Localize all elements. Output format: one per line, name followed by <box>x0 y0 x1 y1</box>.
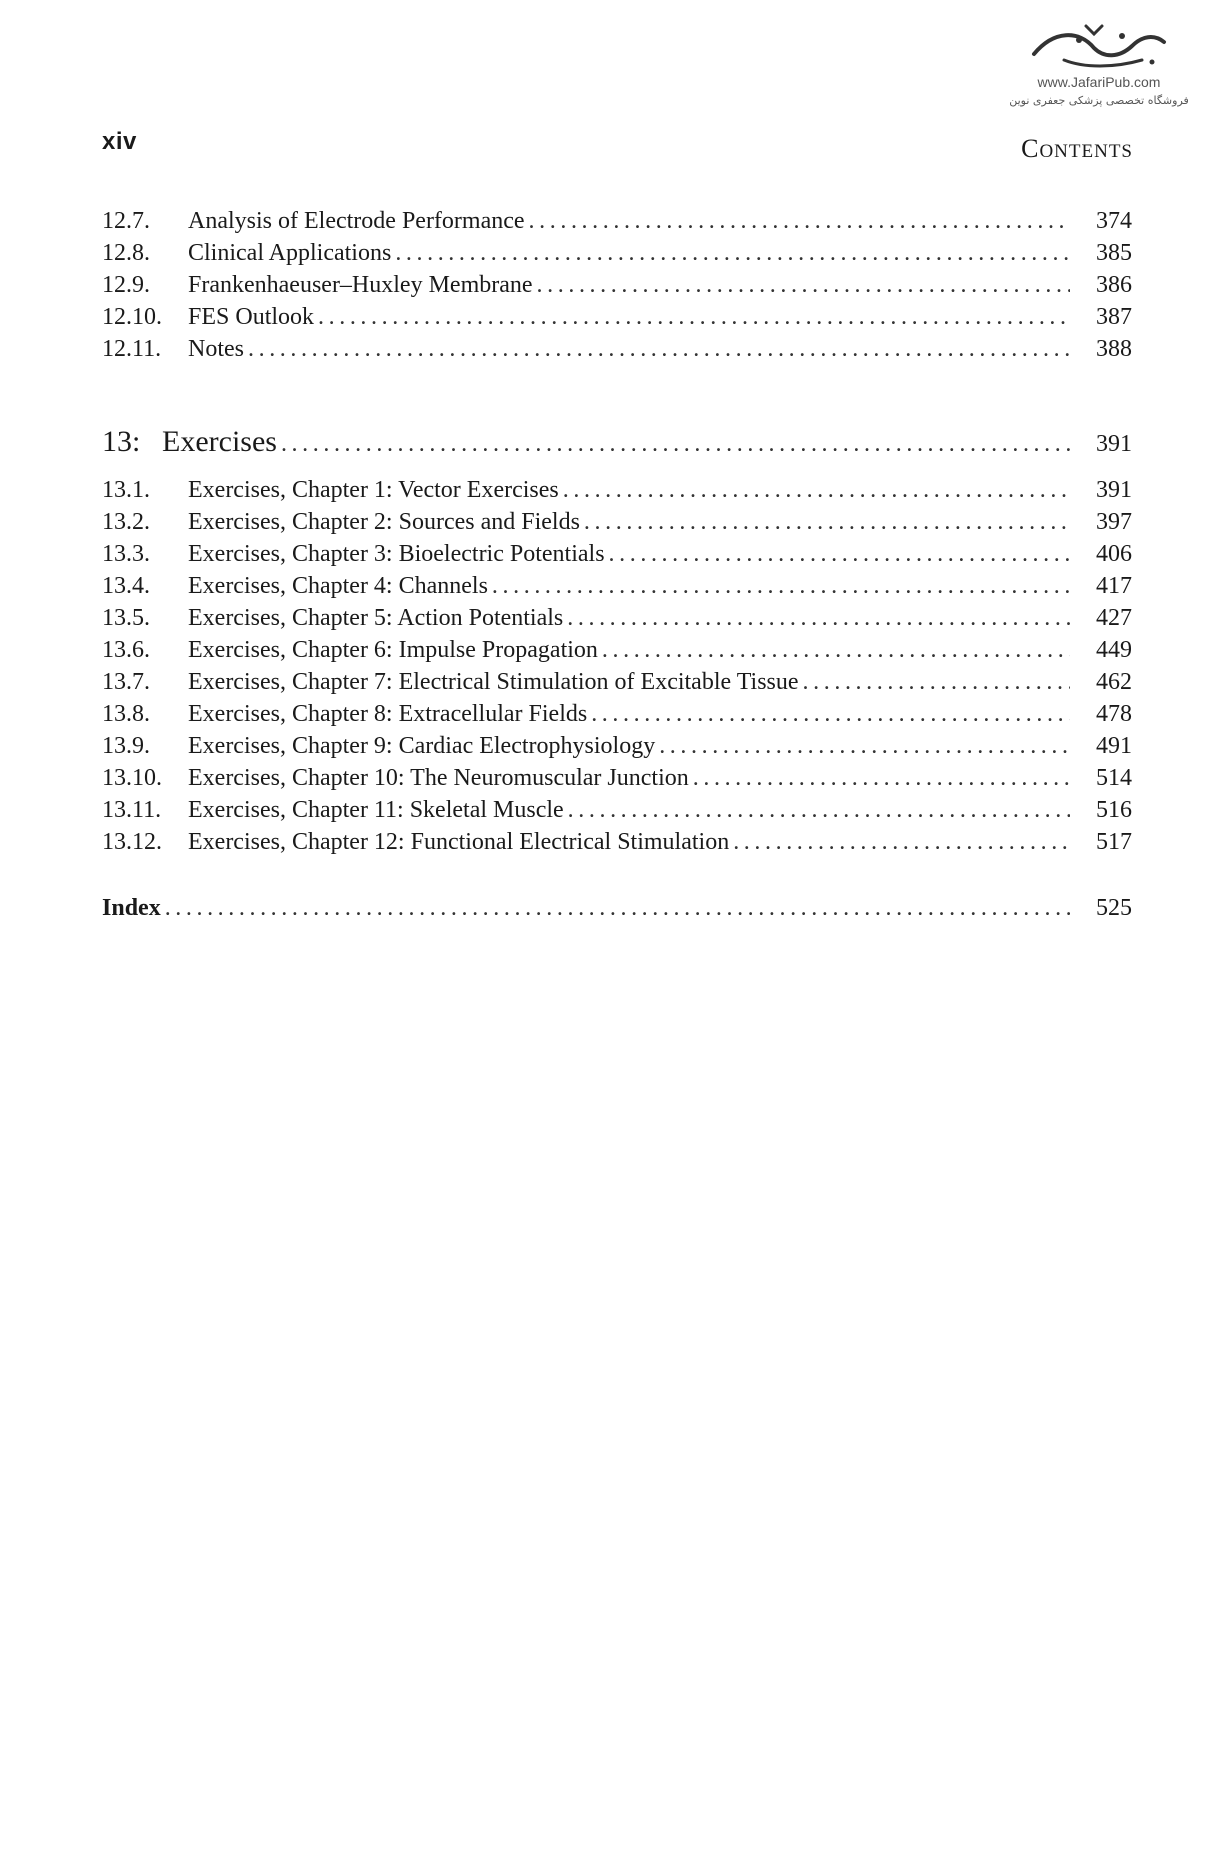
toc-entry-title: Clinical Applications <box>188 240 392 266</box>
dot-leader <box>318 301 1070 333</box>
toc-entry-number: 13.12. <box>102 829 162 855</box>
toc-entry-number: 13.3. <box>102 541 150 567</box>
toc-entry-title: Notes <box>188 336 244 362</box>
toc-entry-title: Exercises, Chapter 8: Extracellular Fields <box>188 701 588 727</box>
toc-entry-page: 514 <box>1096 765 1132 791</box>
dot-leader <box>492 570 1070 602</box>
toc-entry-page: 385 <box>1096 240 1132 266</box>
toc-entry-title: Exercises, Chapter 12: Functional Electrical Stimulation <box>188 829 730 855</box>
toc-entry-page: 462 <box>1096 669 1132 695</box>
running-head-rest: ONTENTS <box>1039 141 1133 162</box>
toc-entry[interactable] <box>102 333 1132 365</box>
toc-entry-page: 374 <box>1096 208 1132 234</box>
toc-entry-number: 12.7. <box>102 208 150 234</box>
dot-leader <box>602 634 1070 666</box>
toc-entry[interactable] <box>102 506 1132 538</box>
dot-leader <box>591 698 1070 730</box>
dot-leader <box>529 205 1070 237</box>
toc-entry[interactable] <box>102 794 1132 826</box>
toc-entry-title: Exercises, Chapter 3: Bioelectric Potentials <box>188 541 605 567</box>
dot-leader <box>563 474 1070 506</box>
toc-entry-number: 13.8. <box>102 701 150 727</box>
toc-entry[interactable] <box>102 237 1132 269</box>
dot-leader <box>281 422 1070 466</box>
toc-entry-number: 12.9. <box>102 272 150 298</box>
toc-entry-page: 397 <box>1096 509 1132 535</box>
toc-entry-number: 13.4. <box>102 573 150 599</box>
dot-leader <box>248 333 1070 365</box>
toc-entry-title: FES Outlook <box>188 304 315 330</box>
page-number: xiv <box>102 128 137 155</box>
running-head <box>1021 134 1133 164</box>
chapter-number: 13: <box>102 425 141 458</box>
dot-leader <box>568 794 1070 826</box>
dot-leader <box>395 237 1070 269</box>
toc-entry-page: 386 <box>1096 272 1132 298</box>
toc-entry-title: Exercises, Chapter 2: Sources and Fields <box>188 509 580 535</box>
toc-entry-title: Frankenhaeuser–Huxley Membrane <box>188 272 533 298</box>
toc-entry-page: 516 <box>1096 797 1132 823</box>
dot-leader <box>567 602 1070 634</box>
toc-entry[interactable] <box>102 730 1132 762</box>
dot-leader <box>693 762 1070 794</box>
toc-chapter-13-heading <box>102 420 1132 464</box>
toc-entry-page: 427 <box>1096 605 1132 631</box>
toc-entry-title: Exercises, Chapter 1: Vector Exercises <box>188 477 559 503</box>
watermark-logo <box>999 20 1199 107</box>
dot-leader <box>537 269 1070 301</box>
index-title: Index <box>102 895 161 921</box>
toc-entry-page: 406 <box>1096 541 1132 567</box>
toc-entry-title: Exercises, Chapter 5: Action Potentials <box>188 605 564 631</box>
toc-entry-title: Exercises, Chapter 7: Electrical Stimulation of Excitable Tissue <box>188 669 799 695</box>
watermark-tagline: فروشگاه تخصصی پزشکی جعفری نوین <box>1009 94 1189 107</box>
chapter-page: 391 <box>1096 431 1132 457</box>
toc-entry[interactable] <box>102 269 1132 301</box>
toc-entry[interactable] <box>102 602 1132 634</box>
toc-entry-title: Exercises, Chapter 9: Cardiac Electrophysiology <box>188 733 656 759</box>
index-page: 525 <box>1096 895 1132 921</box>
toc-entry-title: Analysis of Electrode Performance <box>188 208 525 234</box>
toc-entry[interactable] <box>102 762 1132 794</box>
toc-entry-number: 13.6. <box>102 637 150 663</box>
toc-entry-title: Exercises, Chapter 10: The Neuromuscular Junction <box>188 765 689 791</box>
toc-entry-number: 13.2. <box>102 509 150 535</box>
toc-entry[interactable] <box>102 474 1132 506</box>
toc-section-12 <box>102 205 1132 365</box>
running-head-initial: C <box>1021 134 1040 163</box>
toc-entry-number: 13.9. <box>102 733 150 759</box>
chapter-heading[interactable] <box>102 420 1132 464</box>
toc-entry[interactable] <box>102 538 1132 570</box>
toc-entry-number: 12.11. <box>102 336 162 362</box>
calligraphy-logo-icon <box>1024 20 1174 72</box>
toc-entry-number: 13.10. <box>102 765 162 791</box>
toc-entry-page: 449 <box>1096 637 1132 663</box>
toc-entry[interactable] <box>102 570 1132 602</box>
toc-entry-page: 491 <box>1096 733 1132 759</box>
dot-leader <box>733 826 1070 858</box>
toc-entry-number: 13.7. <box>102 669 150 695</box>
toc-entry-number: 12.8. <box>102 240 150 266</box>
toc-entry-page: 391 <box>1096 477 1132 503</box>
watermark-url: www.JafariPub.com <box>1037 74 1161 90</box>
toc-entry-title: Exercises, Chapter 4: Channels <box>188 573 488 599</box>
toc-entry[interactable] <box>102 826 1132 858</box>
dot-leader <box>609 538 1070 570</box>
toc-entry[interactable] <box>102 301 1132 333</box>
toc-entry[interactable] <box>102 634 1132 666</box>
toc-entry-page: 388 <box>1096 336 1132 362</box>
toc-entry-page: 387 <box>1096 304 1132 330</box>
dot-leader <box>659 730 1070 762</box>
chapter-title: Exercises <box>162 425 277 458</box>
dot-leader <box>803 666 1070 698</box>
toc-entry-number: 13.11. <box>102 797 162 823</box>
toc-chapter-13-entries <box>102 474 1132 858</box>
index-entry[interactable] <box>102 892 1132 924</box>
toc-entry-number: 13.5. <box>102 605 150 631</box>
toc-entry-page: 517 <box>1096 829 1132 855</box>
toc-entry-number: 13.1. <box>102 477 150 503</box>
toc-entry-page: 478 <box>1096 701 1132 727</box>
toc-entry-number: 12.10. <box>102 304 162 330</box>
toc-entry-title: Exercises, Chapter 6: Impulse Propagation <box>188 637 598 663</box>
toc-entry-page: 417 <box>1096 573 1132 599</box>
toc-entry[interactable] <box>102 666 1132 698</box>
toc-index <box>102 892 1132 924</box>
dot-leader <box>165 892 1070 924</box>
toc-entry[interactable] <box>102 205 1132 237</box>
toc-entry[interactable] <box>102 698 1132 730</box>
toc-entry-title: Exercises, Chapter 11: Skeletal Muscle <box>188 797 564 823</box>
dot-leader <box>584 506 1070 538</box>
